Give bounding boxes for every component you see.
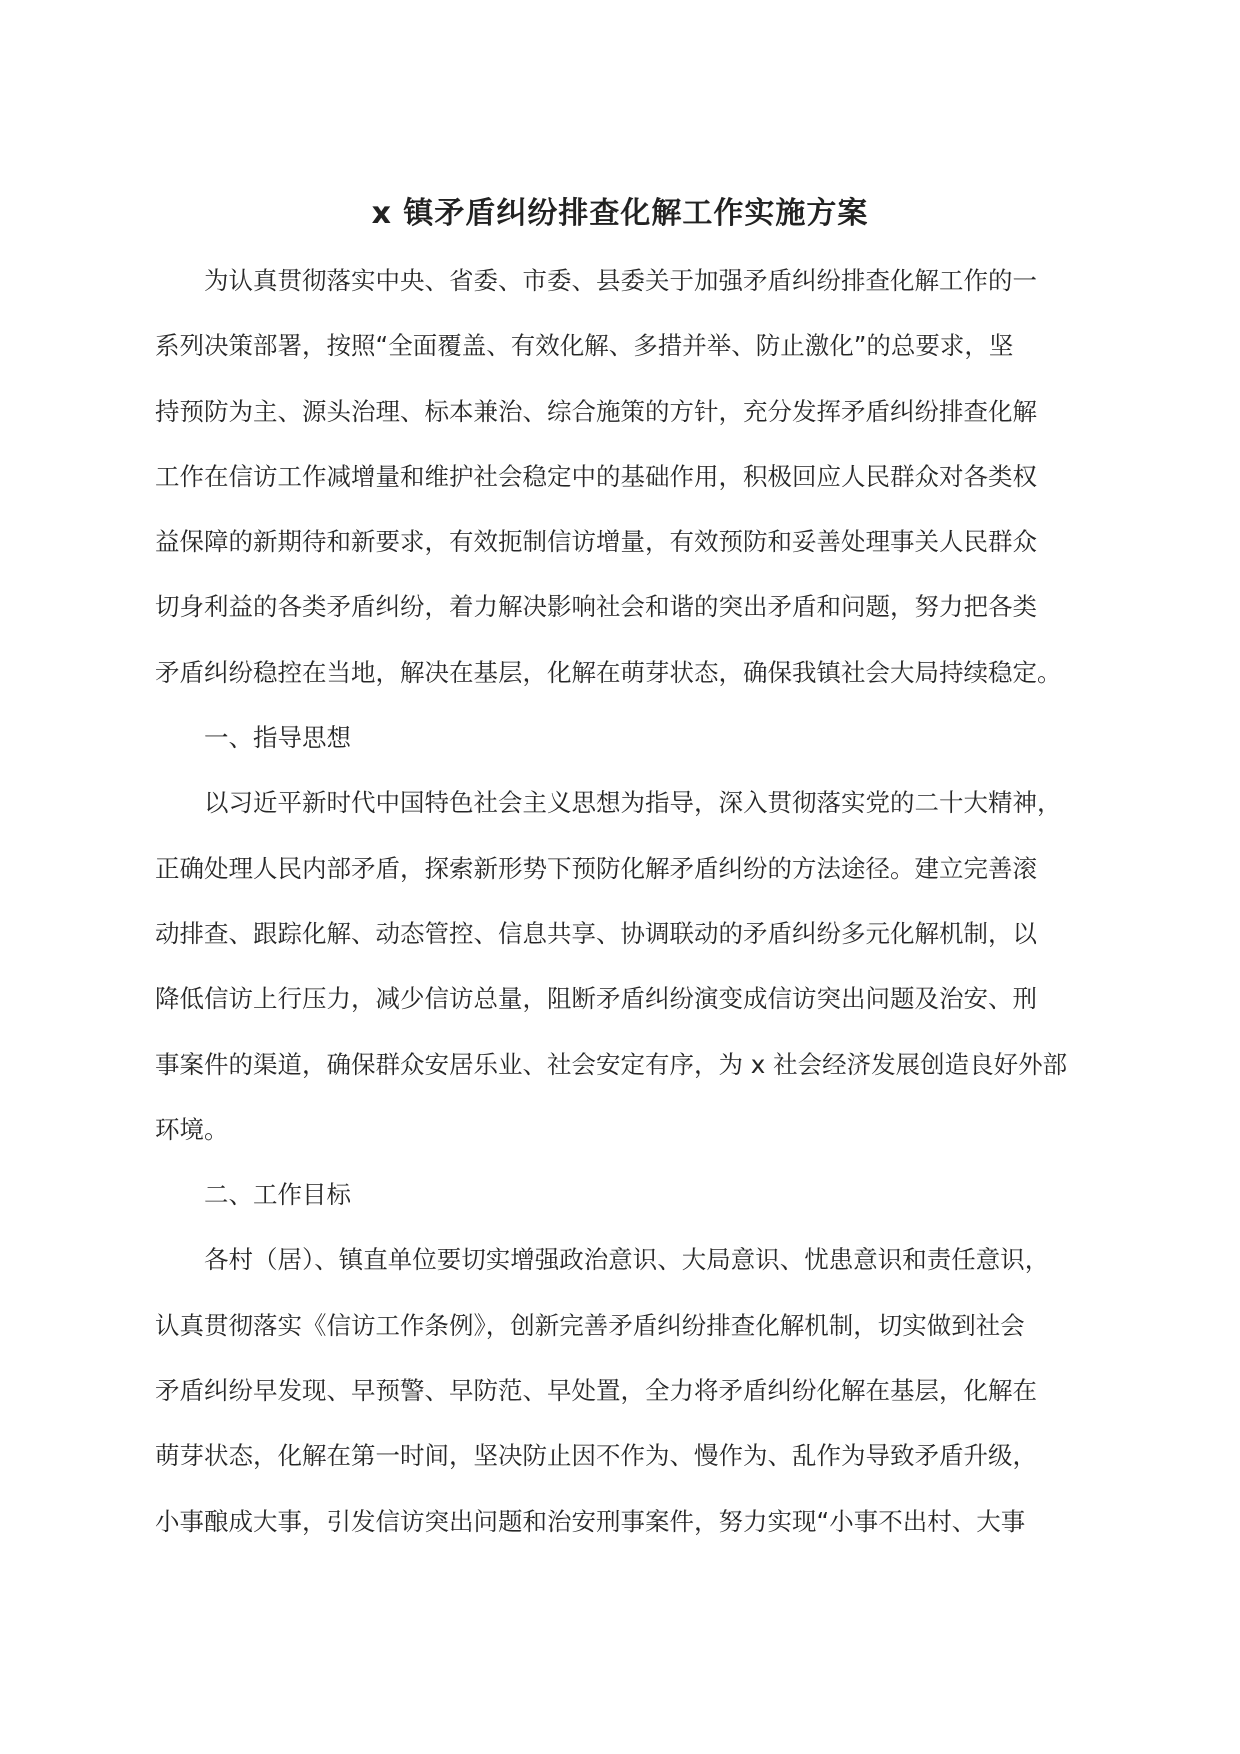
document-title: x 镇矛盾纠纷排查化解工作实施方案 bbox=[371, 196, 869, 231]
text-line: 矛盾纠纷早发现、早预警、早防范、早处置，全力将矛盾纠纷化解在基层，化解在 bbox=[155, 1376, 1037, 1406]
text-line: 系列决策部署，按照“全面覆盖、有效化解、多措并举、防止激化”的总要求，坚 bbox=[155, 331, 1014, 361]
text-line: 为认真贯彻落实中央、省委、市委、县委关于加强矛盾纠纷排查化解工作的一 bbox=[204, 266, 1037, 295]
text-line: 持预防为主、源头治理、标本兼治、综合施策的方针，充分发挥矛盾纠纷排查化解 bbox=[155, 396, 1037, 426]
text-line: 矛盾纠纷稳控在当地，解决在基层，化解在萌芽状态，确保我镇社会大局持续稳定。 bbox=[155, 657, 1062, 687]
text-line: 动排查、跟踪化解、动态管控、信息共享、协调联动的矛盾纠纷多元化解机制，以 bbox=[155, 918, 1037, 948]
text-line: 环境。 bbox=[155, 1114, 229, 1144]
text-line: 小事酿成大事，引发信访突出问题和治安刑事案件，努力实现“小事不出村、大事 bbox=[155, 1506, 1026, 1536]
text-line: 益保障的新期待和新要求，有效扼制信访增量，有效预防和妥善处理事关人民群众 bbox=[155, 527, 1037, 557]
text-line: 降低信访上行压力，减少信访总量，阻断矛盾纠纷演变成信访突出问题及治安、刑 bbox=[155, 984, 1037, 1014]
text-line: 正确处理人民内部矛盾，探索新形势下预防化解矛盾纠纷的方法途径。建立完善滚 bbox=[155, 853, 1037, 883]
text-line: 事案件的渠道，确保群众安居乐业、社会安定有序，为 x 社会经济发展创造良好外部 bbox=[155, 1049, 1068, 1079]
text-line: 切身利益的各类矛盾纠纷，着力解决影响社会和谐的突出矛盾和问题，努力把各类 bbox=[155, 592, 1037, 622]
text-line: 各村（居）、镇直单位要切实增强政治意识、大局意识、忧患意识和责任意识， bbox=[204, 1245, 1050, 1275]
section-heading-guiding-ideology: 一、指导思想 bbox=[204, 723, 351, 753]
text-line: 工作在信访工作减增量和维护社会稳定中的基础作用，积极回应人民群众对各类权 bbox=[155, 461, 1037, 491]
text-line: 以习近平新时代中国特色社会主义思想为指导，深入贯彻落实党的二十大精神， bbox=[204, 788, 1062, 818]
text-line: 萌芽状态，化解在第一时间，坚决防止因不作为、慢作为、乱作为导致矛盾升级， bbox=[155, 1441, 1037, 1471]
document-body bbox=[155, 248, 1085, 1554]
section-heading-work-goals: 二、工作目标 bbox=[204, 1180, 351, 1210]
text-line: 认真贯彻落实《信访工作条例》，创新完善矛盾纠纷排查化解机制，切实做到社会 bbox=[155, 1310, 1025, 1340]
